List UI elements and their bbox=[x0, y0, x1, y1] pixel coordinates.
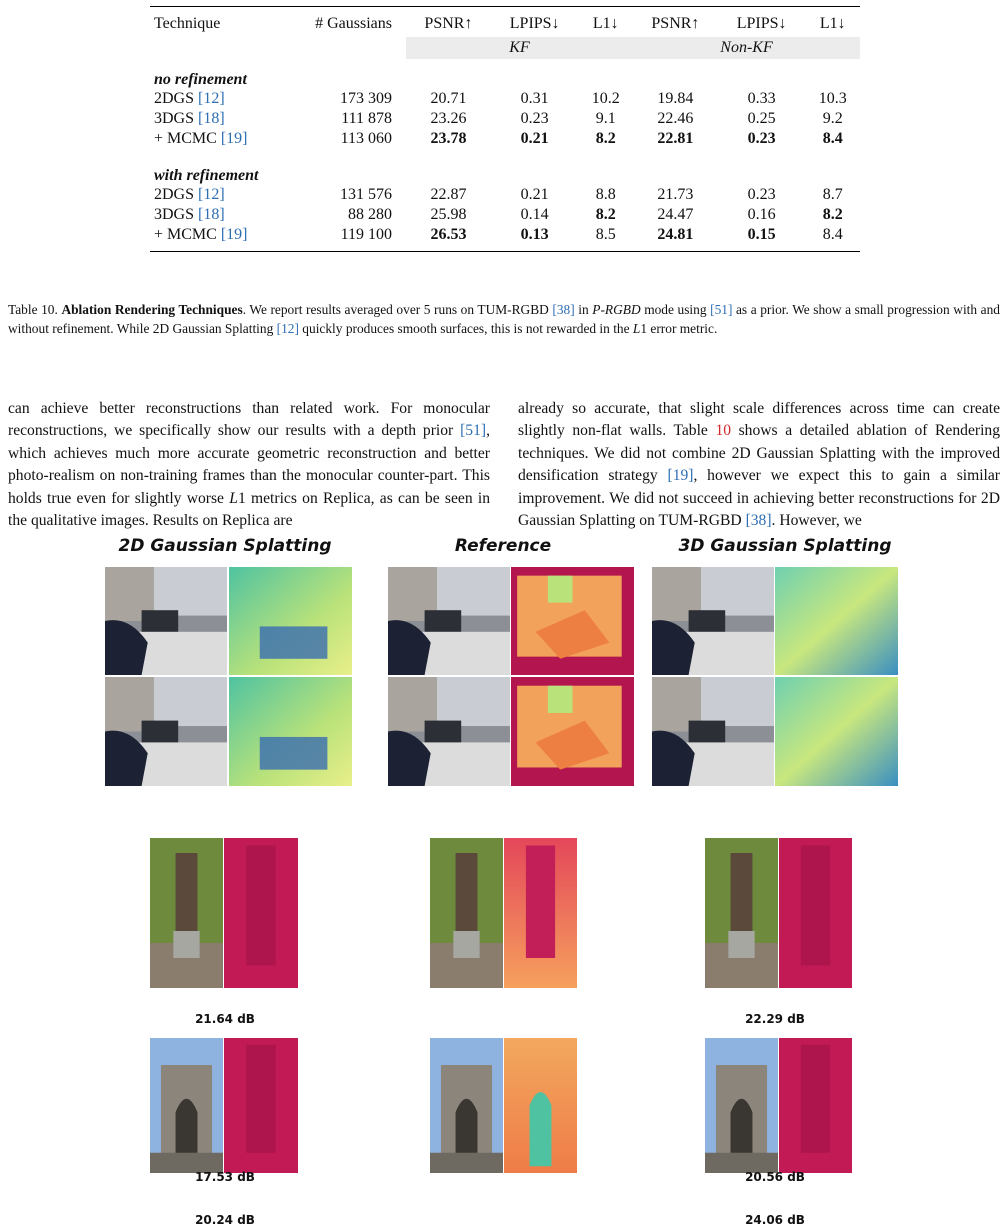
body-left-column bbox=[8, 398, 490, 532]
citation-link[interactable]: [12] bbox=[198, 90, 225, 107]
body-metric: L bbox=[229, 489, 238, 507]
metric-cell: 8.8 bbox=[595, 186, 616, 203]
rgb-reference-image bbox=[430, 1038, 503, 1173]
metric-cell: 9.2 bbox=[822, 110, 843, 127]
psnr-label: 24.06 dB bbox=[745, 1213, 805, 1227]
technique-cell bbox=[150, 185, 288, 205]
psnr-label: 20.24 dB bbox=[195, 1213, 255, 1227]
table-row bbox=[150, 225, 860, 245]
technique-cell bbox=[150, 109, 288, 129]
table-row bbox=[150, 89, 860, 109]
metric-cell: 10.3 bbox=[818, 90, 847, 107]
citation-link[interactable]: [51] bbox=[710, 302, 733, 317]
citation-link[interactable]: [19] bbox=[220, 226, 248, 243]
psnr-label: 20.56 dB bbox=[745, 1170, 805, 1184]
metric-cell: 23.78 bbox=[430, 130, 467, 147]
figure-title-2dgs: 2D Gaussian Splatting bbox=[118, 536, 332, 556]
section-title: with refinement bbox=[154, 167, 259, 184]
metric-cell: 8.7 bbox=[822, 186, 843, 203]
depth-reference-image bbox=[504, 1038, 577, 1173]
metric-cell: 23.26 bbox=[430, 110, 467, 127]
depth-reference-image bbox=[504, 838, 577, 988]
header-l1-kf: L1↓ bbox=[592, 15, 619, 32]
metric-cell: 8.4 bbox=[822, 226, 843, 243]
depth-reference-image bbox=[511, 677, 634, 786]
citation-link[interactable]: [18] bbox=[198, 110, 225, 127]
caption-text: in bbox=[574, 302, 593, 317]
psnr-label: 22.29 dB bbox=[745, 1012, 805, 1026]
header-lpips-nonkf: LPIPS↓ bbox=[736, 15, 787, 32]
metric-cell: 0.13 bbox=[520, 226, 549, 243]
gaussians-cell: 173 309 bbox=[340, 90, 392, 107]
metric-cell: 8.2 bbox=[595, 130, 616, 147]
rgb-render-image bbox=[105, 567, 227, 675]
header-lpips-kf: LPIPS↓ bbox=[509, 15, 560, 32]
caption-text: quickly produces smooth surfaces, this is not rewarded in the bbox=[298, 321, 633, 336]
metric-cell: 24.47 bbox=[657, 206, 694, 223]
header-technique: Technique bbox=[154, 15, 221, 32]
metric-cell: 0.33 bbox=[747, 90, 776, 107]
depth-map-image bbox=[229, 567, 352, 675]
body-text: shows a detailed ablation of Rendering techniques. We did not combine 2D Gaussian Splatting with the improved densification strategy bbox=[518, 422, 1000, 485]
rgb-render-image bbox=[652, 567, 774, 675]
body-text: . However, we bbox=[771, 512, 862, 530]
table-row bbox=[150, 109, 860, 129]
body-text: , which achieves much more accurate geometric reconstruction and better photo-realism on non-training frames than the monocular counter-part. This holds true even for slightly worse bbox=[8, 422, 490, 507]
depth-map-image bbox=[229, 677, 352, 786]
technique-cell bbox=[150, 89, 288, 109]
table-group-row bbox=[150, 37, 860, 59]
body-right-column bbox=[518, 398, 1000, 532]
technique-name: 2DGS bbox=[154, 90, 195, 107]
depth-map-image bbox=[775, 567, 898, 675]
gaussians-cell: 131 576 bbox=[340, 186, 392, 203]
technique-name: 3DGS bbox=[154, 110, 195, 127]
depth-reference-image bbox=[511, 567, 634, 675]
metric-cell: 22.87 bbox=[430, 186, 467, 203]
caption-mode: P-RGBD bbox=[592, 302, 641, 317]
psnr-label: 17.53 dB bbox=[195, 1170, 255, 1184]
body-text: already so accurate, that slight scale differences across time can create slightly non-flat walls. Table bbox=[518, 400, 1000, 440]
body-text: can achieve better reconstructions than related work. For monocular reconstructions, we specifically show our results with a depth prior bbox=[8, 400, 490, 440]
metric-cell: 25.98 bbox=[430, 206, 467, 223]
citation-link[interactable]: [51] bbox=[460, 422, 487, 440]
citation-link[interactable]: [12] bbox=[276, 321, 299, 336]
metric-cell: 19.84 bbox=[657, 90, 694, 107]
rgb-render-image bbox=[652, 677, 774, 786]
caption-label: Table 10. bbox=[8, 302, 58, 317]
citation-link[interactable]: [19] bbox=[220, 130, 248, 147]
technique-cell bbox=[150, 205, 288, 225]
depth-map-image bbox=[224, 1038, 298, 1173]
psnr-label: 21.64 dB bbox=[195, 1012, 255, 1026]
metric-cell: 22.46 bbox=[657, 110, 694, 127]
metric-cell: 8.4 bbox=[822, 130, 843, 147]
depth-map-image bbox=[775, 677, 898, 786]
table-section-header bbox=[150, 155, 860, 185]
rgb-render-image bbox=[105, 677, 227, 786]
gaussians-cell: 119 100 bbox=[340, 226, 392, 243]
rgb-render-image bbox=[150, 1038, 223, 1173]
table-header-row bbox=[150, 7, 860, 37]
depth-map-image bbox=[224, 838, 298, 988]
rgb-render-image bbox=[150, 838, 223, 988]
rgb-reference-image bbox=[430, 838, 503, 988]
caption-text: mode using bbox=[640, 302, 711, 317]
metric-cell: 21.73 bbox=[657, 186, 694, 203]
figure-title-3dgs: 3D Gaussian Splatting bbox=[678, 536, 892, 556]
citation-link[interactable]: [38] bbox=[552, 302, 575, 317]
citation-link[interactable]: [19] bbox=[667, 467, 694, 485]
group-kf: KF bbox=[406, 37, 633, 59]
body-text: , however we expect this to gain a similar improvement. We did not succeed in achieving better reconstructions for 2D Gaussian Splatting on TUM-RGBD bbox=[518, 467, 1001, 530]
caption-title: Ablation Rendering Techniques bbox=[61, 302, 243, 317]
metric-cell: 0.23 bbox=[747, 186, 776, 203]
header-psnr-nonkf: PSNR↑ bbox=[651, 15, 700, 32]
metric-cell: 8.2 bbox=[595, 206, 616, 223]
metric-cell: 0.14 bbox=[520, 206, 549, 223]
metric-cell: 0.16 bbox=[747, 206, 776, 223]
technique-cell bbox=[150, 129, 288, 149]
metric-cell: 24.81 bbox=[657, 226, 694, 243]
table-row bbox=[150, 205, 860, 225]
rgb-render-image bbox=[705, 838, 778, 988]
rgb-reference-image bbox=[388, 567, 510, 675]
depth-map-image bbox=[779, 1038, 852, 1173]
technique-cell bbox=[150, 225, 288, 245]
figure-title-reference: Reference bbox=[454, 536, 552, 556]
technique-name: + MCMC bbox=[154, 226, 217, 243]
table-ref-link[interactable]: 10 bbox=[715, 422, 732, 440]
table-row bbox=[150, 185, 860, 205]
header-gaussians: # Gaussians bbox=[315, 15, 392, 32]
rgb-render-image bbox=[705, 1038, 778, 1173]
metric-cell: 0.23 bbox=[520, 110, 549, 127]
ablation-table bbox=[150, 6, 860, 252]
metric-cell: 26.53 bbox=[430, 226, 467, 243]
body-text: 1 metrics on Replica, as can be seen in the qualitative images. Results on Replica are bbox=[8, 489, 491, 530]
gaussians-cell: 113 060 bbox=[340, 130, 392, 147]
metric-cell: 20.71 bbox=[430, 90, 467, 107]
section-title: no refinement bbox=[154, 71, 247, 88]
caption-text: . We report results averaged over 5 runs on TUM-RGBD bbox=[242, 302, 553, 317]
metric-cell: 0.31 bbox=[520, 90, 549, 107]
metric-cell: 22.81 bbox=[657, 130, 694, 147]
technique-name: + MCMC bbox=[154, 130, 217, 147]
citation-link[interactable]: [12] bbox=[198, 186, 225, 203]
header-psnr-kf: PSNR↑ bbox=[424, 15, 473, 32]
citation-link[interactable]: [38] bbox=[745, 512, 772, 530]
metric-cell: 8.2 bbox=[822, 206, 843, 223]
depth-map-image bbox=[779, 838, 852, 988]
metric-cell: 10.2 bbox=[591, 90, 620, 107]
caption-metric: L bbox=[632, 321, 641, 336]
rgb-reference-image bbox=[388, 677, 510, 786]
citation-link[interactable]: [18] bbox=[198, 206, 225, 223]
gaussians-cell: 88 280 bbox=[348, 206, 392, 223]
caption-text: 1 error metric. bbox=[640, 321, 718, 336]
table-section-header bbox=[150, 59, 860, 89]
gaussians-cell: 111 878 bbox=[341, 110, 392, 127]
metric-cell: 0.15 bbox=[747, 226, 776, 243]
group-nonkf: Non-KF bbox=[633, 37, 860, 59]
metric-cell: 0.25 bbox=[747, 110, 776, 127]
metric-cell: 0.21 bbox=[520, 186, 549, 203]
metric-cell: 0.21 bbox=[520, 130, 549, 147]
metric-cell: 8.5 bbox=[595, 226, 616, 243]
caption-text: as a prior. We show a small progression with and without refinement. While 2D Gaussian Splatting bbox=[8, 302, 1000, 336]
technique-name: 2DGS bbox=[154, 186, 195, 203]
table-row bbox=[150, 129, 860, 149]
technique-name: 3DGS bbox=[154, 206, 195, 223]
header-l1-nonkf: L1↓ bbox=[819, 15, 846, 32]
metric-cell: 0.23 bbox=[747, 130, 776, 147]
metric-cell: 9.1 bbox=[595, 110, 616, 127]
table-caption bbox=[8, 300, 1000, 338]
